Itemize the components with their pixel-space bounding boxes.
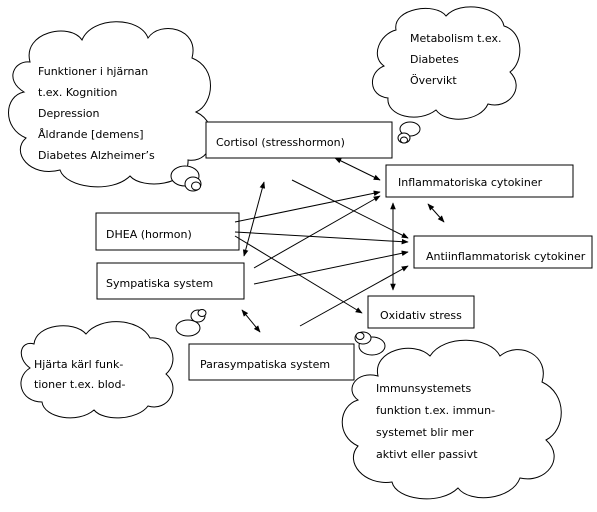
box-parasympathetic-label: Parasympatiska system bbox=[200, 358, 331, 371]
box-sympathetic-label: Sympatiska system bbox=[106, 277, 214, 290]
arrow-inflammatory-antiinflammatory bbox=[428, 204, 444, 222]
box-cortisol-label: Cortisol (stresshormon) bbox=[216, 136, 345, 149]
cloud-immune-bubble-3 bbox=[356, 333, 364, 340]
cloud-brain-line-2: t.ex. Kognition bbox=[38, 86, 118, 99]
arrow-sympathetic-inflammatory bbox=[254, 196, 380, 268]
arrow-sympathetic-cortisol bbox=[244, 182, 264, 256]
box-inflammatory-label: Inflammatoriska cytokiner bbox=[398, 176, 543, 189]
cloud-brain-bubble-3 bbox=[192, 182, 201, 190]
cloud-heart-bubble-3 bbox=[198, 310, 206, 317]
cloud-immune-line-2: funktion t.ex. immun- bbox=[376, 404, 496, 417]
box-parasympathetic bbox=[189, 344, 354, 380]
cloud-brain-shape bbox=[9, 22, 212, 187]
cloud-heart-line-1: Hjärta kärl funk- bbox=[34, 358, 124, 371]
box-dhea bbox=[96, 213, 239, 250]
cloud-brain-line-4: Åldrande [demens] bbox=[38, 128, 144, 141]
box-cortisol bbox=[206, 122, 392, 158]
cloud-heart-line-2: tioner t.ex. blod- bbox=[34, 378, 126, 391]
cloud-metabolism bbox=[372, 7, 519, 143]
cloud-brain-line-5: Diabetes Alzheimer’s bbox=[38, 149, 155, 162]
arrow-sympathetic-parasympathetic bbox=[242, 310, 260, 332]
cloud-immune-line-1: Immunsystemets bbox=[376, 382, 472, 395]
cloud-metabolism-line-3: Övervikt bbox=[410, 74, 457, 87]
box-dhea-label: DHEA (hormon) bbox=[106, 228, 192, 241]
cloud-metabolism-bubble-3 bbox=[401, 137, 408, 143]
box-oxidative-label: Oxidativ stress bbox=[380, 309, 462, 322]
arrow-dhea-antiinflammatory bbox=[235, 232, 408, 242]
box-oxidative bbox=[368, 296, 474, 328]
cloud-brain-line-1: Funktioner i hjärnan bbox=[38, 65, 149, 78]
cloud-metabolism-line-2: Diabetes bbox=[410, 53, 459, 66]
cloud-brain-line-3: Depression bbox=[38, 107, 100, 120]
box-inflammatory bbox=[386, 165, 573, 197]
cloud-immune bbox=[342, 332, 561, 499]
cloud-immune-shape bbox=[342, 340, 561, 499]
box-sympathetic bbox=[97, 263, 244, 299]
cloud-brain bbox=[9, 22, 212, 191]
cloud-heart-bubble-1 bbox=[176, 320, 200, 336]
cloud-immune-line-3: systemet blir mer bbox=[376, 426, 474, 439]
cloud-heart bbox=[21, 310, 206, 418]
cloud-immune-line-4: aktivt eller passivt bbox=[376, 448, 478, 461]
arrow-cortisol-inflammatory bbox=[335, 158, 380, 180]
box-antiinflammatory-label: Antiinflammatorisk cytokiner bbox=[426, 250, 586, 263]
box-antiinflammatory bbox=[414, 236, 592, 268]
cloud-metabolism-line-1: Metabolism t.ex. bbox=[410, 32, 502, 45]
